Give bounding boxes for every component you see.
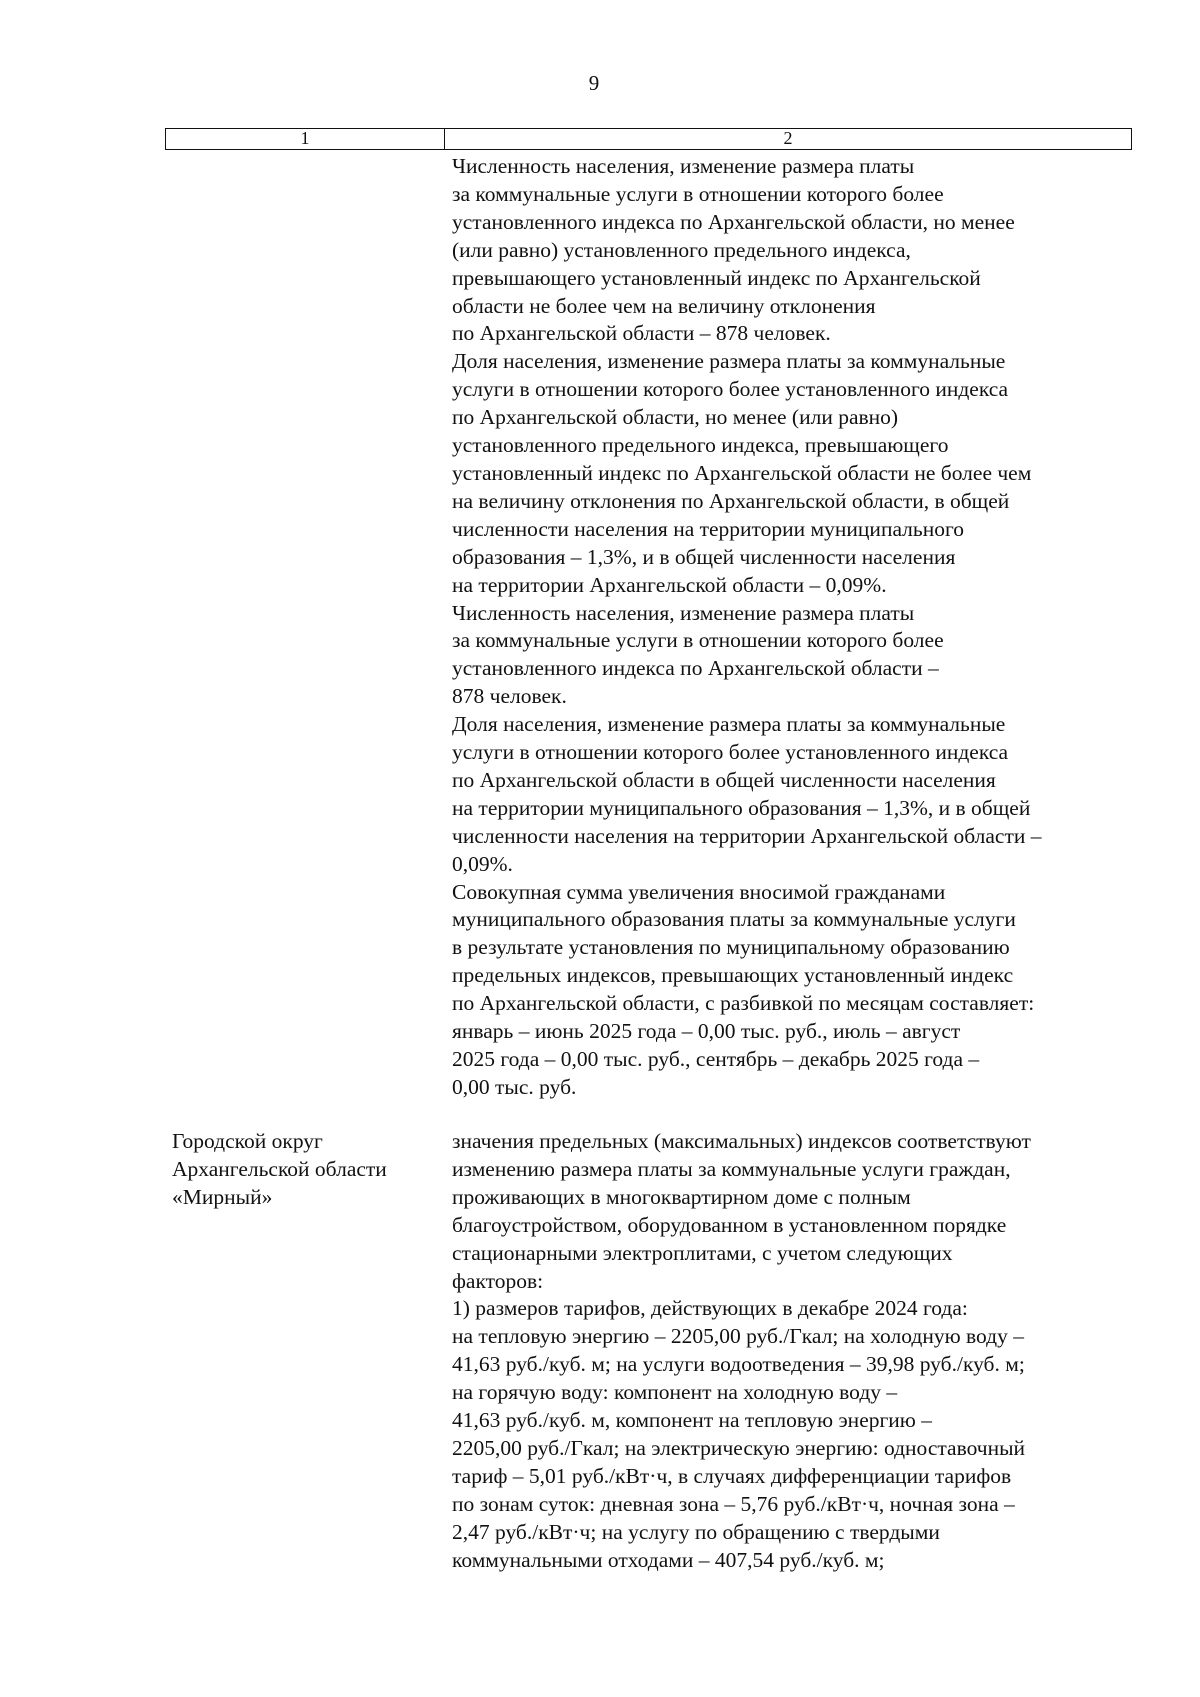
text-line: численности населения на территории Архангельской области – <box>452 823 1042 848</box>
text-line: 878 человек. <box>452 684 567 709</box>
text-line: факторов: <box>452 1268 544 1293</box>
text-line: предельных индексов, превышающих установленный индекс <box>452 963 1014 988</box>
text-line: за коммунальные услуги в отношении которого более <box>452 628 944 653</box>
table-header-col-1: 1 <box>166 129 445 149</box>
row2-description <box>452 1128 1142 1575</box>
text-line: установленного индекса по Архангельской области, но менее <box>452 209 1015 234</box>
text-line: установленного предельного индекса, превышающего <box>452 433 949 458</box>
text-line: Доля населения, изменение размера платы за коммунальные <box>452 349 1006 374</box>
text-line: 2,47 руб./кВт·ч; на услугу по обращению с твердыми <box>452 1519 940 1544</box>
text-line: на территории Архангельской области – 0,09%. <box>452 572 887 597</box>
text-line: на величину отклонения по Архангельской области, в общей <box>452 488 1010 513</box>
text-line: муниципального образования платы за коммунальные услуги <box>452 907 1016 932</box>
text-line: 1) размеров тарифов, действующих в декабре 2024 года: <box>452 1296 968 1321</box>
text-line: проживающих в многоквартирном доме с полным <box>452 1184 911 1209</box>
text-line: 41,63 руб./куб. м, компонент на тепловую энергию – <box>452 1408 932 1433</box>
table-header-row <box>165 128 1132 150</box>
text-line: Доля населения, изменение размера платы за коммунальные <box>452 712 1006 737</box>
text-line: (или равно) установленного предельного индекса, <box>452 237 911 262</box>
label-line: Городской округ <box>172 1129 323 1153</box>
text-line: превышающего установленный индекс по Архангельской <box>452 265 981 290</box>
label-line: Архангельской области <box>172 1156 387 1181</box>
table-header-col-2: 2 <box>783 128 793 148</box>
text-line: 41,63 руб./куб. м; на услуги водоотведения – 39,98 руб./куб. м; <box>452 1352 1025 1377</box>
row1-description <box>452 153 1142 1102</box>
text-line: по Архангельской области – 878 человек. <box>452 321 831 346</box>
text-line: образования – 1,3%, и в общей численности населения <box>452 544 956 569</box>
text-line: по Архангельской области, с разбивкой по месяцам составляет: <box>452 991 1035 1016</box>
text-line: Численность населения, изменение размера платы <box>452 154 915 178</box>
text-line: благоустройством, оборудованном в установленном порядке <box>452 1212 1007 1237</box>
page-number: 9 <box>588 71 600 95</box>
text-line: Численность населения, изменение размера платы <box>452 600 915 625</box>
text-line: по Архангельской области, но менее (или равно) <box>452 405 899 430</box>
text-line: численности населения на территории муниципального <box>452 516 965 541</box>
text-line: услуги в отношении которого более установленного индекса <box>452 740 1009 765</box>
text-line: области не более чем на величину отклонения <box>452 293 876 318</box>
label-line: «Мирный» <box>172 1184 273 1209</box>
row2-municipality-label <box>172 1128 442 1212</box>
text-line: 2025 года – 0,00 тыс. руб., сентябрь – декабрь 2025 года – <box>452 1047 980 1071</box>
text-line: Совокупная сумма увеличения вносимой гражданами <box>452 879 946 904</box>
text-line: на горячую воду: компонент на холодную воду – <box>452 1380 898 1405</box>
text-line: за коммунальные услуги в отношении которого более <box>452 181 944 206</box>
text-line: 0,00 тыс. руб. <box>452 1074 577 1099</box>
text-line: тариф – 5,01 руб./кВт·ч, в случаях дифференциации тарифов <box>452 1463 1012 1488</box>
text-line: на тепловую энергию – 2205,00 руб./Гкал; на холодную воду – <box>452 1324 1024 1349</box>
text-line: значения предельных (максимальных) индексов соответствуют <box>452 1129 1031 1153</box>
text-line: на территории муниципального образования – 1,3%, и в общей <box>452 795 1031 820</box>
text-line: январь – июнь 2025 года – 0,00 тыс. руб., июль – август <box>452 1019 961 1044</box>
text-line: установленный индекс по Архангельской области не более чем <box>452 460 1032 485</box>
text-line: изменению размера платы за коммунальные услуги граждан, <box>452 1156 1011 1181</box>
text-line: установленного индекса по Архангельской области – <box>452 656 939 681</box>
text-line: по зонам суток: дневная зона – 5,76 руб./кВт·ч, ночная зона – <box>452 1491 1015 1516</box>
text-line: в результате установления по муниципальному образованию <box>452 935 1010 960</box>
text-line: стационарными электроплитами, с учетом следующих <box>452 1240 953 1265</box>
text-line: по Архангельской области в общей численности населения <box>452 767 996 792</box>
text-line: 0,09%. <box>452 851 513 876</box>
text-line: коммунальными отходами – 407,54 руб./куб. м; <box>452 1547 885 1572</box>
text-line: услуги в отношении которого более установленного индекса <box>452 377 1009 402</box>
text-line: 2205,00 руб./Гкал; на электрическую энергию: одноставочный <box>452 1435 1026 1460</box>
